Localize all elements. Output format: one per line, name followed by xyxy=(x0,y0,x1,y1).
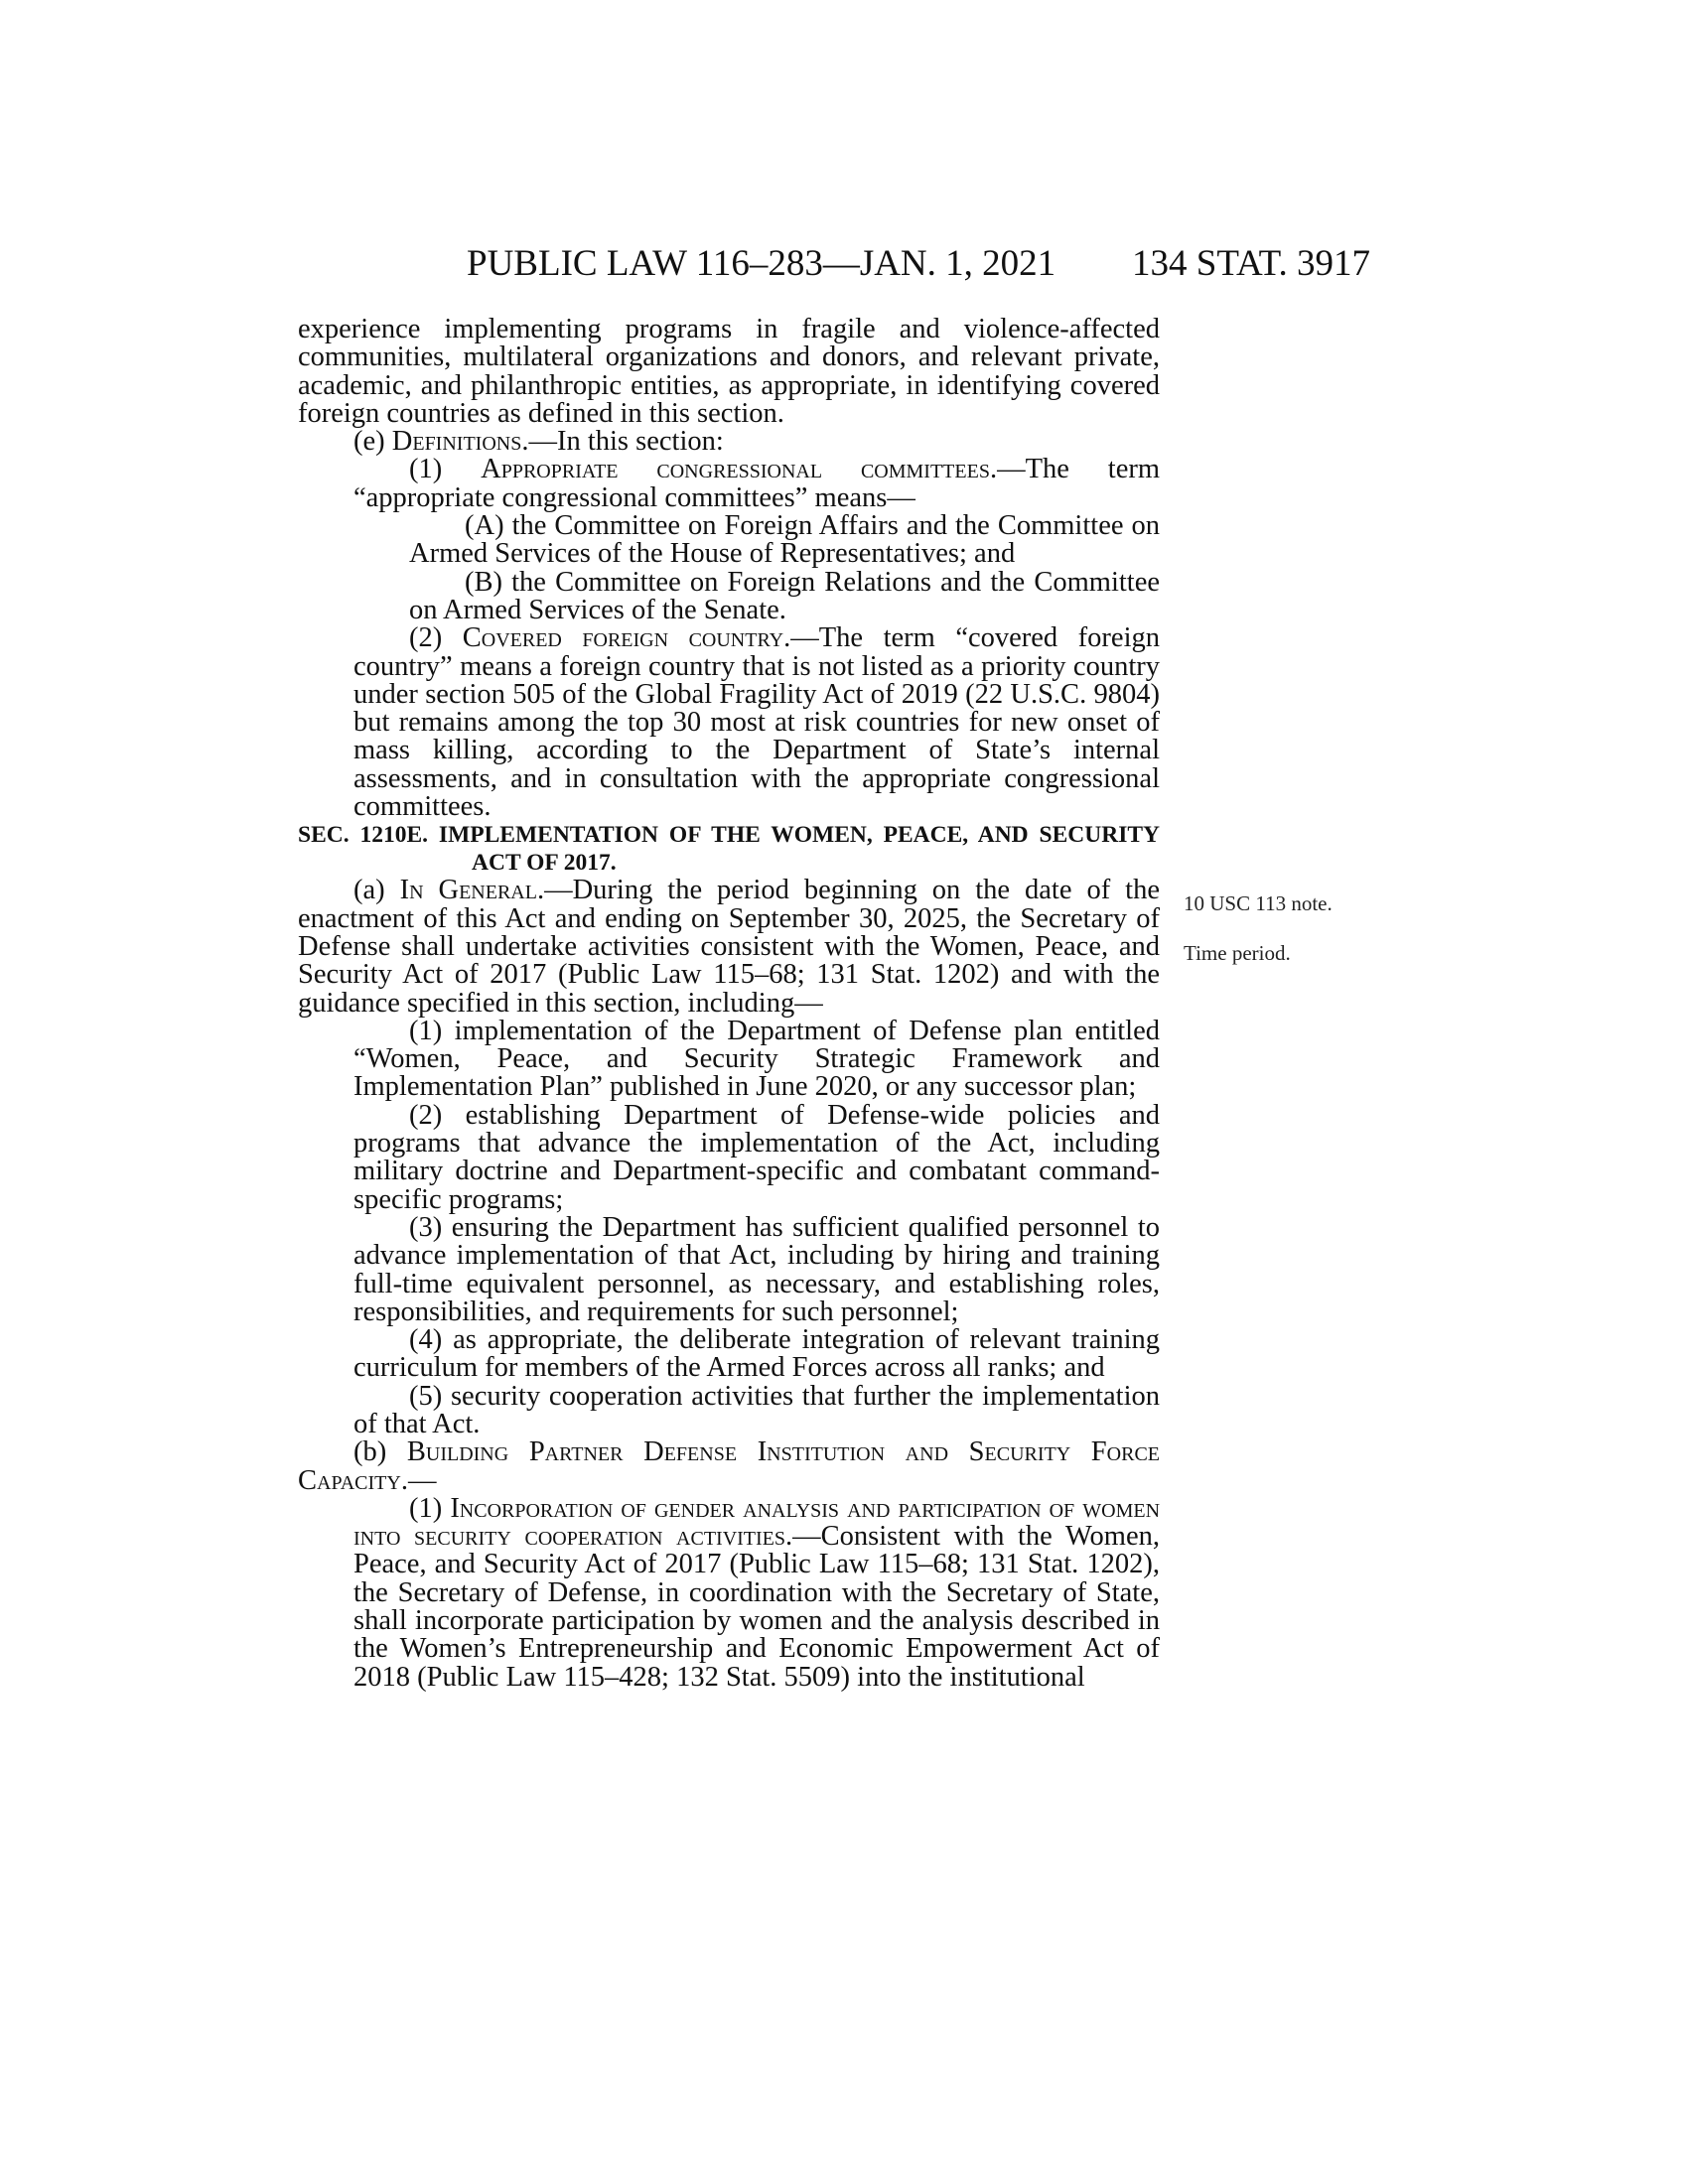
subsection-a-label: (a) xyxy=(353,875,400,906)
margin-note-time-period: Time period. xyxy=(1184,941,1291,965)
section-heading: SEC. 1210E. IMPLEMENTATION OF THE WOMEN, PEACE, AND SECURITY ACT OF 2017. xyxy=(298,822,1160,877)
paragraph-e1-heading: Appropriate congressional committees xyxy=(481,454,990,485)
paragraph-a4: (4) as appropriate, the deliberate integration of relevant training curriculum for members of the Armed Forces across all ranks; and xyxy=(353,1324,1160,1384)
subsection-b xyxy=(298,1438,1160,1495)
subsection-e-text: .—In this section: xyxy=(521,426,724,458)
paragraph-e2 xyxy=(298,624,1160,821)
subsection-b-heading: Building Partner Defense Institution and Security Force Capacity xyxy=(298,1436,1160,1496)
paragraph-continuation: experience implementing programs in fragile and violence-affected communities, multilateral organizations and donors, and relevant private, academic, and philanthropic entities, as appropriate, in identifying covered foreign countries as defined in this section. xyxy=(298,314,1160,429)
subsection-e-label: (e) xyxy=(353,426,392,458)
subparagraph-e1a: (A) the Committee on Foreign Affairs and the Committee on Armed Services of the House of Representatives; and xyxy=(409,510,1160,570)
subsection-a-heading: In General xyxy=(399,875,537,906)
paragraph-a1: (1) implementation of the Department of Defense plan entitled “Women, Peace, and Security Strategic Framework and Implementation Plan” published in June 2020, or any successor plan; xyxy=(353,1015,1160,1103)
paragraph-b1-heading: Incorporation of gender analysis and participation of women into security cooperation activities xyxy=(353,1492,1161,1553)
subsection-b-text: .— xyxy=(400,1464,437,1496)
paragraph-e1 xyxy=(298,456,1160,512)
paragraph-b1-label: (1) xyxy=(409,1492,451,1524)
subsection-e xyxy=(298,428,1160,456)
paragraph-b1 xyxy=(298,1492,1161,1693)
subsection-a xyxy=(298,877,1160,1017)
subsection-a-text: .—During the period beginning on the date of the enactment of this Act and ending on September 30, 2025, the Secretary of Defense shall undertake activities consistent with the Women, Peace, and Security Act of 2017 (Public Law 115–68; 131 Stat. 1202) and with the guidance specified in this section, including— xyxy=(298,875,1160,1019)
paragraph-a5: (5) security cooperation activities that further the implementation of that Act. xyxy=(353,1380,1160,1439)
paragraph-e2-heading: Covered foreign country xyxy=(462,622,784,654)
subsection-e-heading: Definitions xyxy=(391,426,522,458)
subparagraph-e1b: (B) the Committee on Foreign Relations and the Committee on Armed Services of the Senate. xyxy=(409,566,1160,625)
paragraph-e1-label: (1) xyxy=(409,454,482,485)
page-number: 134 STAT. 3917 xyxy=(1132,243,1370,284)
running-head-title: PUBLIC LAW 116–283—JAN. 1, 2021 xyxy=(467,243,1056,284)
document-body xyxy=(298,316,1160,1692)
subsection-b-label: (b) xyxy=(353,1436,407,1468)
paragraph-e2-text: .—The term “covered foreign country” means a foreign country that is not listed as a priority country under section 505 of the Global Fragility Act of 2019 (22 U.S.C. 9804) but remains among the top 30 most at risk countries for new onset of mass killing, according to the Department of State’s internal assessments, and in consultation with the appropriate congressional committees. xyxy=(353,622,1160,823)
page-header xyxy=(298,242,1370,290)
paragraph-a2: (2) establishing Department of Defense-wide policies and programs that advance the implementation of the Act, including military doctrine and Department-specific and combatant command-specific programs; xyxy=(353,1099,1160,1215)
paragraph-e1-text: .—The term “appropriate congressional committees” means— xyxy=(353,454,1161,513)
paragraph-a3: (3) ensuring the Department has sufficient qualified personnel to advance implementation of that Act, including by hiring and training full-time equivalent personnel, as necessary, and establishing roles, responsibilities, and requirements for such personnel; xyxy=(353,1211,1160,1327)
paragraph-e2-label: (2) xyxy=(409,622,463,654)
paragraph-b1-text: .—Consistent with the Women, Peace, and Security Act of 2017 (Public Law 115–68; 131 Stat. 1202), the Secretary of Defense, in coordination with the Secretary of State, shall incorporate participation by women and the analysis described in the Women’s Entrepreneurship and Economic Empowerment Act of 2018 (Public Law 115–428; 132 Stat. 5509) into the institutional xyxy=(353,1521,1160,1693)
margin-note-usc: 10 USC 113 note. xyxy=(1184,891,1333,915)
